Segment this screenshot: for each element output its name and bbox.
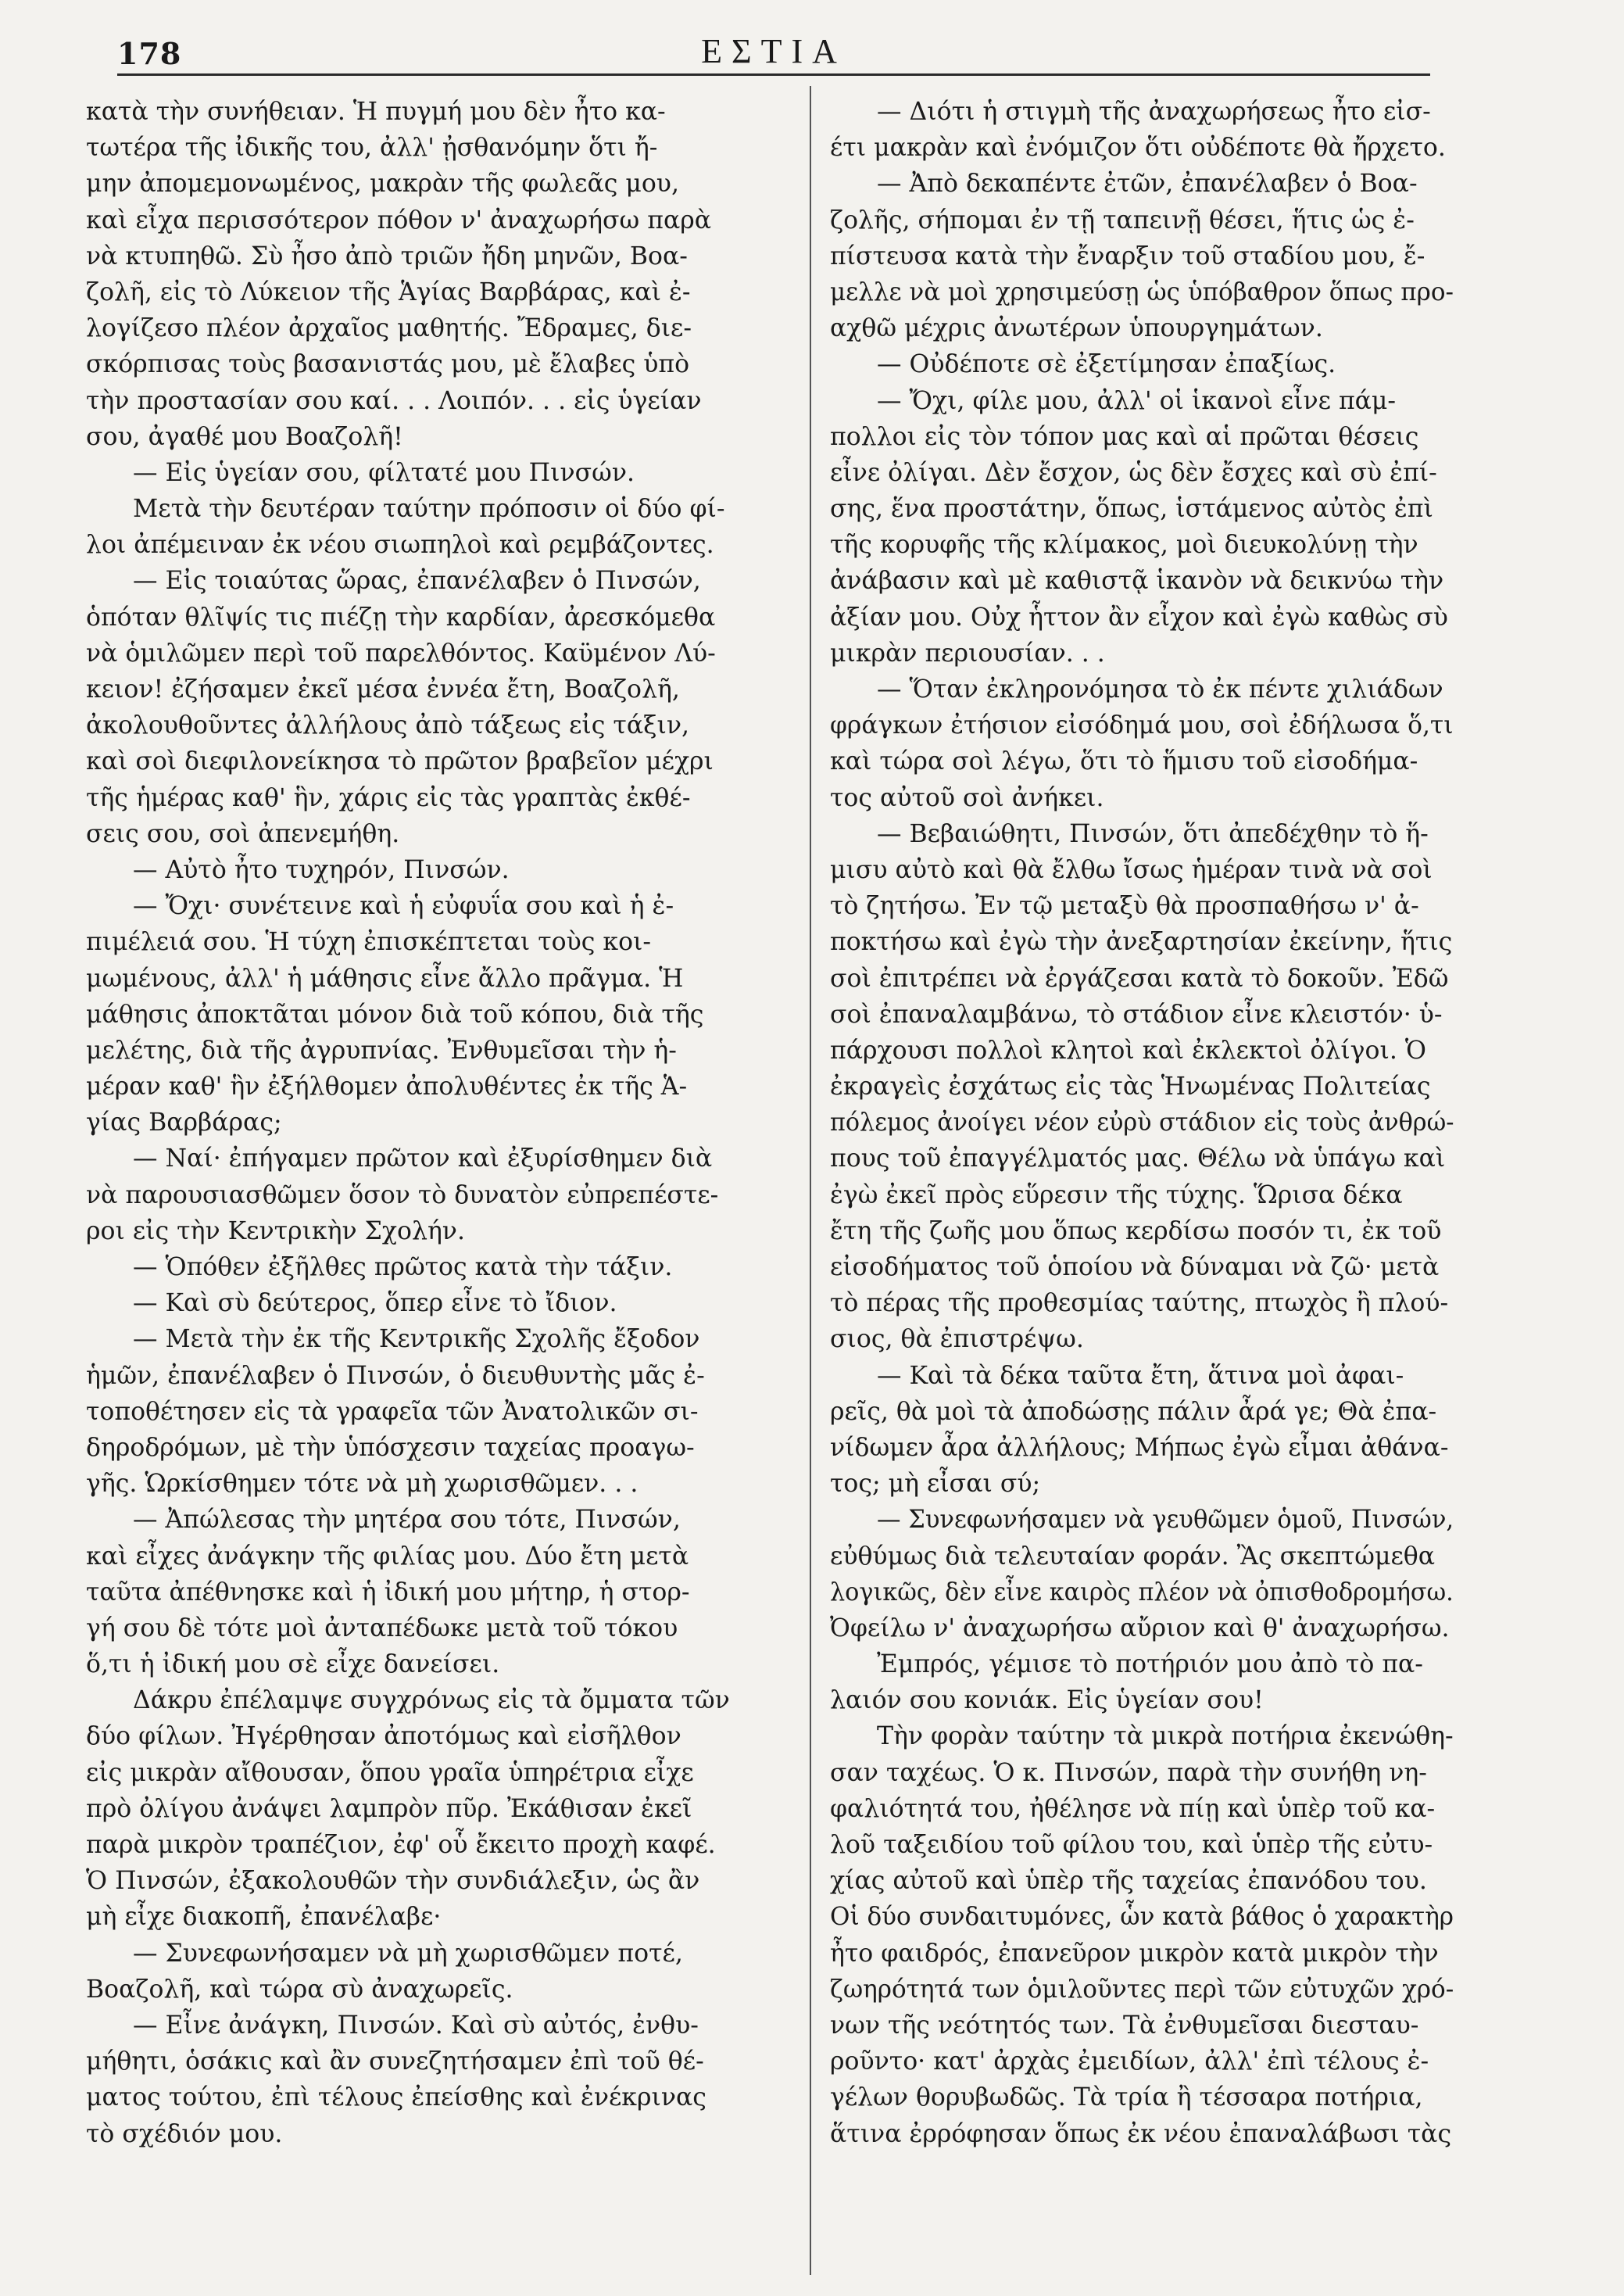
- text-line: νὰ κτυπηθῶ. Σὺ ἦσο ἀπὸ τριῶν ἤδη μηνῶν, Βοα-: [86, 242, 688, 270]
- text-line: γέλων θορυβωδῶς. Τὰ τρία ἢ τέσσαρα ποτήρια,: [830, 2083, 1423, 2112]
- text-line: — Συνεφωνήσαμεν νὰ μὴ χωρισθῶμεν ποτέ,: [133, 1939, 683, 1968]
- text-line: έτι μακρὰν καὶ ἐνόμιζον ὅτι οὐδέποτε θὰ ἤρχετο.: [830, 134, 1446, 163]
- text-line: καὶ εἶχες ἀνάγκην τῆς φιλίας μου. Δύο ἔτη μετὰ: [86, 1542, 689, 1571]
- text-line: σοὶ ἐπιτρέπει νὰ ἐργάζεσαι κατὰ τὸ δοκοῦν. Ἐδῶ: [830, 964, 1449, 993]
- text-line: αχθῶ μέχρις ἀνωτέρων ὑπουργημάτων.: [830, 314, 1323, 343]
- text-line: Ἐμπρός, γέμισε τὸ ποτήριόν μου ἀπὸ τὸ πα-: [877, 1650, 1423, 1679]
- text-line: ζολῆ, εἰς τὸ Λύκειον τῆς Ἁγίας Βαρβάρας, καὶ ἐ-: [86, 278, 691, 306]
- text-line: ποκτήσω καὶ ἐγὼ τὴν ἀνεξαρτησίαν ἐκείνην, ἥτις: [830, 928, 1453, 957]
- text-line: τὸ σχέδιόν μου.: [86, 2119, 283, 2148]
- text-line: κειον! ἐζήσαμεν ἐκεῖ μέσα ἐννέα ἔτη, Βοαζολῆ,: [86, 675, 680, 704]
- text-line: σου, ἀγαθέ μου Βοαζολῆ!: [86, 422, 403, 451]
- text-line: σεις σου, σοὶ ἀπενεμήθη.: [86, 819, 400, 848]
- text-line: ἀκολουθοῦντες ἀλλήλους ἀπὸ τάξεως εἰς τάξιν,: [86, 711, 689, 740]
- text-line: σης, ἕνα προστάτην, ὅπως, ἱστάμενος αὐτὸς ἐπὶ: [830, 495, 1433, 524]
- text-line: τος αὐτοῦ σοὶ ἀνήκει.: [830, 783, 1104, 812]
- left-column: [86, 94, 789, 2152]
- text-line: λαιόν σου κονιάκ. Εἰς ὑγείαν σου!: [830, 1686, 1264, 1715]
- text-line: ἐκραγεὶς ἐσχάτως εἰς τὰς Ἡνωμένας Πολιτείας: [830, 1073, 1431, 1101]
- text-line: φαλιότητά του, ἠθέλησε νὰ πίῃ καὶ ὑπὲρ τοῦ κα-: [830, 1794, 1436, 1823]
- text-line: σιος, θὰ ἐπιστρέψω.: [830, 1325, 1084, 1354]
- text-line: τωτέρα τῆς ἰδικῆς του, ἀλλ' ᾐσθανόμην ὅτι ἤ-: [86, 134, 658, 163]
- text-line: — Ἀπὸ δεκαπέντε ἐτῶν, ἐπανέλαβεν ὁ Βοα-: [877, 170, 1418, 199]
- text-line: εἰσοδήματος τοῦ ὁποίου νὰ δύναμαι νὰ ζῶ· μετὰ: [830, 1253, 1440, 1281]
- text-line: πόλεμος ἀνοίγει νέον εὐρὺ στάδιον εἰς τοὺς ἀνθρώ-: [830, 1109, 1454, 1137]
- column-divider: [810, 86, 811, 2275]
- text-line: καὶ εἶχα περισσότερον πόθον ν' ἀναχωρήσω παρὰ: [86, 206, 712, 235]
- text-line: — Εἰς τοιαύτας ὥρας, ἐπανέλαβεν ὁ Πινσών,: [133, 567, 701, 596]
- text-line: μάθησις ἀποκτᾶται μόνον διὰ τοῦ κόπου, διὰ τῆς: [86, 1000, 704, 1029]
- text-line: ροῦντο· κατ' ἀρχὰς ἐμειδίων, ἀλλ' ἐπὶ τέλους ἐ-: [830, 2047, 1429, 2076]
- text-line: γή σου δὲ τότε μοὶ ἀνταπέδωκε μετὰ τοῦ τόκου: [86, 1614, 678, 1642]
- text-line: γῆς. Ὡρκίσθημεν τότε νὰ μὴ χωρισθῶμεν. . .: [86, 1470, 639, 1499]
- text-line: λογικῶς, δὲν εἶνε καιρὸς πλέον νὰ ὀπισθοδρομήσω.: [830, 1578, 1454, 1606]
- text-line: τὸ ζητήσω. Ἐν τῷ μεταξὺ θὰ προσπαθήσω ν' ἀ-: [830, 892, 1419, 921]
- text-line: Μετὰ τὴν δευτέραν ταύτην πρόποσιν οἱ δύο φί-: [133, 495, 725, 524]
- text-line: πους τοῦ ἐπαγγέλματός μας. Θέλω νὰ ὑπάγω καὶ: [830, 1144, 1446, 1173]
- text-line: — Ἀπώλεσας τὴν μητέρα σου τότε, Πινσών,: [133, 1506, 681, 1535]
- text-line: τῆς κορυφῆς τῆς κλίμακος, μοὶ διευκολύνῃ τὴν: [830, 531, 1418, 560]
- text-line: γίας Βαρβάρας;: [86, 1109, 282, 1137]
- text-line: μέραν καθ' ἣν ἐξήλθομεν ἀπολυθέντες ἐκ τῆς Ἁ-: [86, 1073, 688, 1101]
- text-line: χίας αὐτοῦ καὶ ὑπὲρ τῆς ταχείας ἐπανόδου του.: [830, 1867, 1427, 1896]
- text-line: μικρὰν περιουσίαν. . .: [830, 639, 1105, 668]
- text-line: ρεῖς, θὰ μοὶ τὰ ἀποδώσῃς πάλιν ἆρά γε; Θὰ ἐπα-: [830, 1397, 1437, 1426]
- text-line: τοποθέτησεν εἰς τὰ γραφεῖα τῶν Ἀνατολικῶν σι-: [86, 1397, 699, 1426]
- text-line: τος; μὴ εἶσαι σύ;: [830, 1470, 1041, 1499]
- text-line: πίστευσα κατὰ τὴν ἔναρξιν τοῦ σταδίου μου, ἔ-: [830, 242, 1425, 270]
- text-line: — Αὐτὸ ἦτο τυχηρόν, Πινσών.: [133, 855, 510, 884]
- text-line: εἶνε ὀλίγαι. Δὲν ἔσχον, ὡς δὲν ἔσχες καὶ σὺ ἐπί-: [830, 458, 1437, 487]
- text-line: πιμέλειά σου. Ἡ τύχη ἐπισκέπτεται τοὺς κοι-: [86, 928, 652, 957]
- text-line: εἰς μικρὰν αἴθουσαν, ὅπου γραῖα ὑπηρέτρια εἶχε: [86, 1758, 694, 1787]
- text-line: λογίζεσο πλέον ἀρχαῖος μαθητής. Ἔδραμες, διε-: [86, 314, 692, 343]
- text-line: — Οὐδέποτε σὲ ἐξετίμησαν ἐπαξίως.: [877, 350, 1336, 379]
- text-line: Τὴν φορὰν ταύτην τὰ μικρὰ ποτήρια ἐκενώθη-: [877, 1722, 1454, 1751]
- text-line: Οἱ δύο συνδαιτυμόνες, ὧν κατὰ βάθος ὁ χαρακτὴρ: [830, 1903, 1454, 1932]
- text-line: — Ὄχι· συνέτεινε καὶ ἡ εὐφυΐα σου καὶ ἡ ἐ-: [133, 892, 674, 921]
- text-line: δύο φίλων. Ἠγέρθησαν ἀποτόμως καὶ εἰσῆλθον: [86, 1722, 681, 1751]
- text-line: ἐγὼ ἐκεῖ πρὸς εὕρεσιν τῆς τύχης. Ὥρισα δέκα: [830, 1180, 1403, 1209]
- text-line: πολλοι εἰς τὸν τόπον μας καὶ αἱ πρῶται θέσεις: [830, 422, 1419, 451]
- text-line: λοῦ ταξειδίου τοῦ φίλου του, καὶ ὑπὲρ τῆς εὐτυ-: [830, 1831, 1433, 1859]
- text-line: ἔτη τῆς ζωῆς μου ὅπως κερδίσω ποσόν τι, ἐκ τοῦ: [830, 1216, 1442, 1245]
- text-line: ἦτο φαιδρός, ἐπανεῦρον μικρὸν κατὰ μικρὸν τὴν: [830, 1939, 1439, 1968]
- text-line: εὐθύμως διὰ τελευταίαν φοράν. Ἂς σκεπτώμεθα: [830, 1542, 1436, 1571]
- text-line: μελέτης, διὰ τῆς ἀγρυπνίας. Ἐνθυμεῖσαι τὴν ἡ-: [86, 1036, 677, 1065]
- text-line: — Ὄχι, φίλε μου, ἀλλ' οἱ ἱκανοὶ εἶνε πάμ-: [877, 386, 1397, 415]
- text-line: ἀνάβασιν καὶ μὲ καθιστᾷ ἱκανὸν νὰ δεικνύω τὴν: [830, 567, 1444, 596]
- text-line: ἡμῶν, ἐπανέλαβεν ὁ Πινσών, ὁ διευθυντὴς μᾶς ἐ-: [86, 1361, 705, 1390]
- text-line: Ὁ Πινσών, ἐξακολουθῶν τὴν συνδιάλεξιν, ὡς ἂν: [86, 1867, 700, 1896]
- text-line: ὁπόταν θλῖψίς τις πιέζῃ τὴν καρδίαν, ἀρεσκόμεθα: [86, 603, 716, 632]
- page-number: 178: [117, 36, 182, 71]
- text-line: — Εἰς ὑγείαν σου, φίλτατέ μου Πινσών.: [133, 458, 635, 487]
- text-line: Βοαζολῆ, καὶ τώρα σὺ ἀναχωρεῖς.: [86, 1975, 513, 2004]
- text-line: παρὰ μικρὸν τραπέζιον, ἐφ' οὗ ἔκειτο προχὴ καφέ.: [86, 1831, 716, 1859]
- page-header: [117, 30, 1430, 77]
- text-line: — Ναί· ἐπήγαμεν πρῶτον καὶ ἐξυρίσθημεν διὰ: [133, 1144, 713, 1173]
- text-line: — Μετὰ τὴν ἐκ τῆς Κεντρικῆς Σχολῆς ἔξοδον: [133, 1325, 700, 1354]
- text-line: νίδωμεν ἆρα ἀλλήλους; Μήπως ἐγὼ εἶμαι ἀθάνα-: [830, 1433, 1449, 1462]
- text-line: σοὶ ἐπαναλαμβάνω, τὸ στάδιον εἶνε κλειστόν· ὑ-: [830, 1000, 1443, 1029]
- text-line: κατὰ τὴν συνήθειαν. Ἡ πυγμή μου δὲν ἦτο κα-: [86, 98, 666, 126]
- text-line: μην ἀπομεμονωμένος, μακρὰν τῆς φωλεᾶς μου,: [86, 170, 679, 199]
- text-line: τὸ πέρας τῆς προθεσμίας ταύτης, πτωχὸς ἢ πλού-: [830, 1289, 1449, 1318]
- text-line: — Εἶνε ἀνάγκη, Πινσών. Καὶ σὺ αὐτός, ἐνθυ-: [133, 2011, 699, 2040]
- text-line: — Καὶ τὰ δέκα ταῦτα ἔτη, ἅτινα μοὶ ἀφαι-: [877, 1361, 1404, 1390]
- text-line: μήθητι, ὁσάκις καὶ ἂν συνεζητήσαμεν ἐπὶ τοῦ θέ-: [86, 2047, 704, 2076]
- text-line: νὰ παρουσιασθῶμεν ὅσον τὸ δυνατὸν εὐπρεπέστε-: [86, 1180, 719, 1209]
- text-line: ζολῆς, σήπομαι ἐν τῇ ταπεινῇ θέσει, ἥτις ὡς ἐ-: [830, 206, 1415, 235]
- text-line: ταῦτα ἀπέθνησκε καὶ ἡ ἰδική μου μήτηρ, ἡ στορ-: [86, 1578, 690, 1606]
- running-title: ΕΣΤΙΑ: [701, 32, 846, 70]
- text-line: ἅτινα ἐρρόφησαν ὅπως ἐκ νέου ἐπαναλάβωσι τὰς: [830, 2119, 1452, 2148]
- text-line: νων τῆς νεότητός των. Τὰ ἐνθυμεῖσαι διεσταυ-: [830, 2011, 1419, 2040]
- text-line: — Συνεφωνήσαμεν νὰ γευθῶμεν ὁμοῦ, Πινσών,: [877, 1506, 1454, 1535]
- text-line: ἀξίαν μου. Οὐχ ἧττον ἂν εἶχον καὶ ἐγὼ καθὼς σὺ: [830, 603, 1448, 632]
- text-line: νὰ ὁμιλῶμεν περὶ τοῦ παρελθόντος. Καϋμένον Λύ-: [86, 639, 716, 668]
- text-line: καὶ σοὶ διεφιλονείκησα τὸ πρῶτον βραβεῖον μέχρι: [86, 747, 714, 776]
- text-line: πρὸ ὀλίγου ἀνάψει λαμπρὸν πῦρ. Ἐκάθισαν ἐκεῖ: [86, 1794, 692, 1823]
- text-line: — Ὁπόθεν ἐξῆλθες πρῶτος κατὰ τὴν τάξιν.: [133, 1253, 673, 1281]
- text-line: Ὀφείλω ν' ἀναχωρήσω αὔριον καὶ θ' ἀναχωρήσω.: [830, 1614, 1450, 1642]
- text-line: φράγκων ἐτήσιον εἰσόδημά μου, σοὶ ἐδήλωσα ὅ,τι: [830, 711, 1454, 740]
- text-line: τῆς ἡμέρας καθ' ἣν, χάρις εἰς τὰς γραπτὰς ἐκθέ-: [86, 783, 691, 812]
- text-line: σκόρπισας τοὺς βασανιστάς μου, μὲ ἔλαβες ὑπὸ: [86, 350, 690, 379]
- text-line: μωμένους, ἀλλ' ἡ μάθησις εἶνε ἄλλο πρᾶγμα. Ἡ: [86, 964, 684, 993]
- text-line: μὴ εἶχε διακοπῆ, ἐπανέλαβε·: [86, 1903, 442, 1932]
- text-line: — Βεβαιώθητι, Πινσών, ὅτι ἀπεδέχθην τὸ ἥ-: [877, 819, 1429, 848]
- right-column: [830, 94, 1454, 2152]
- text-line: ροι εἰς τὴν Κεντρικὴν Σχολήν.: [86, 1216, 465, 1245]
- text-line: ζωηρότητά των ὁμιλοῦντες περὶ τῶν εὐτυχῶν χρό-: [830, 1975, 1454, 2004]
- text-line: δηροδρόμων, μὲ τὴν ὑπόσχεσιν ταχείας προαγω-: [86, 1433, 695, 1462]
- text-line: λοι ἀπέμειναν ἐκ νέου σιωπηλοὶ καὶ ρεμβάζοντες.: [86, 531, 714, 560]
- text-line: — Καὶ σὺ δεύτερος, ὅπερ εἶνε τὸ ἴδιον.: [133, 1289, 617, 1318]
- text-line: σαν ταχέως. Ὁ κ. Πινσών, παρὰ τὴν συνήθη νη-: [830, 1758, 1427, 1787]
- text-line: Δάκρυ ἐπέλαμψε συγχρόνως εἰς τὰ ὄμματα τῶν: [133, 1686, 730, 1715]
- text-line: καὶ τώρα σοὶ λέγω, ὅτι τὸ ἥμισυ τοῦ εἰσοδήμα-: [830, 747, 1418, 776]
- text-line: μελλε νὰ μοὶ χρησιμεύσῃ ὡς ὑπόβαθρον ὅπως προ-: [830, 278, 1454, 306]
- text-line: πάρχουσι πολλοὶ κλητοὶ καὶ ἐκλεκτοὶ ὀλίγοι. Ὁ: [830, 1036, 1426, 1065]
- text-line: μισυ αὐτὸ καὶ θὰ ἔλθω ἴσως ἡμέραν τινὰ νὰ σοὶ: [830, 855, 1433, 884]
- text-line: ὅ,τι ἡ ἰδική μου σὲ εἶχε δανείσει.: [86, 1650, 500, 1679]
- text-line: ματος τούτου, ἐπὶ τέλους ἐπείσθης καὶ ἐνέκρινας: [86, 2083, 706, 2112]
- text-line: τὴν προστασίαν σου καί. . . Λοιπόν. . . εἰς ὑγείαν: [86, 386, 702, 415]
- text-line: — Διότι ἡ στιγμὴ τῆς ἀναχωρήσεως ἦτο εἰσ-: [877, 98, 1431, 126]
- header-rule: [117, 73, 1430, 76]
- text-line: — Ὅταν ἐκληρονόμησα τὸ ἐκ πέντε χιλιάδων: [877, 675, 1443, 704]
